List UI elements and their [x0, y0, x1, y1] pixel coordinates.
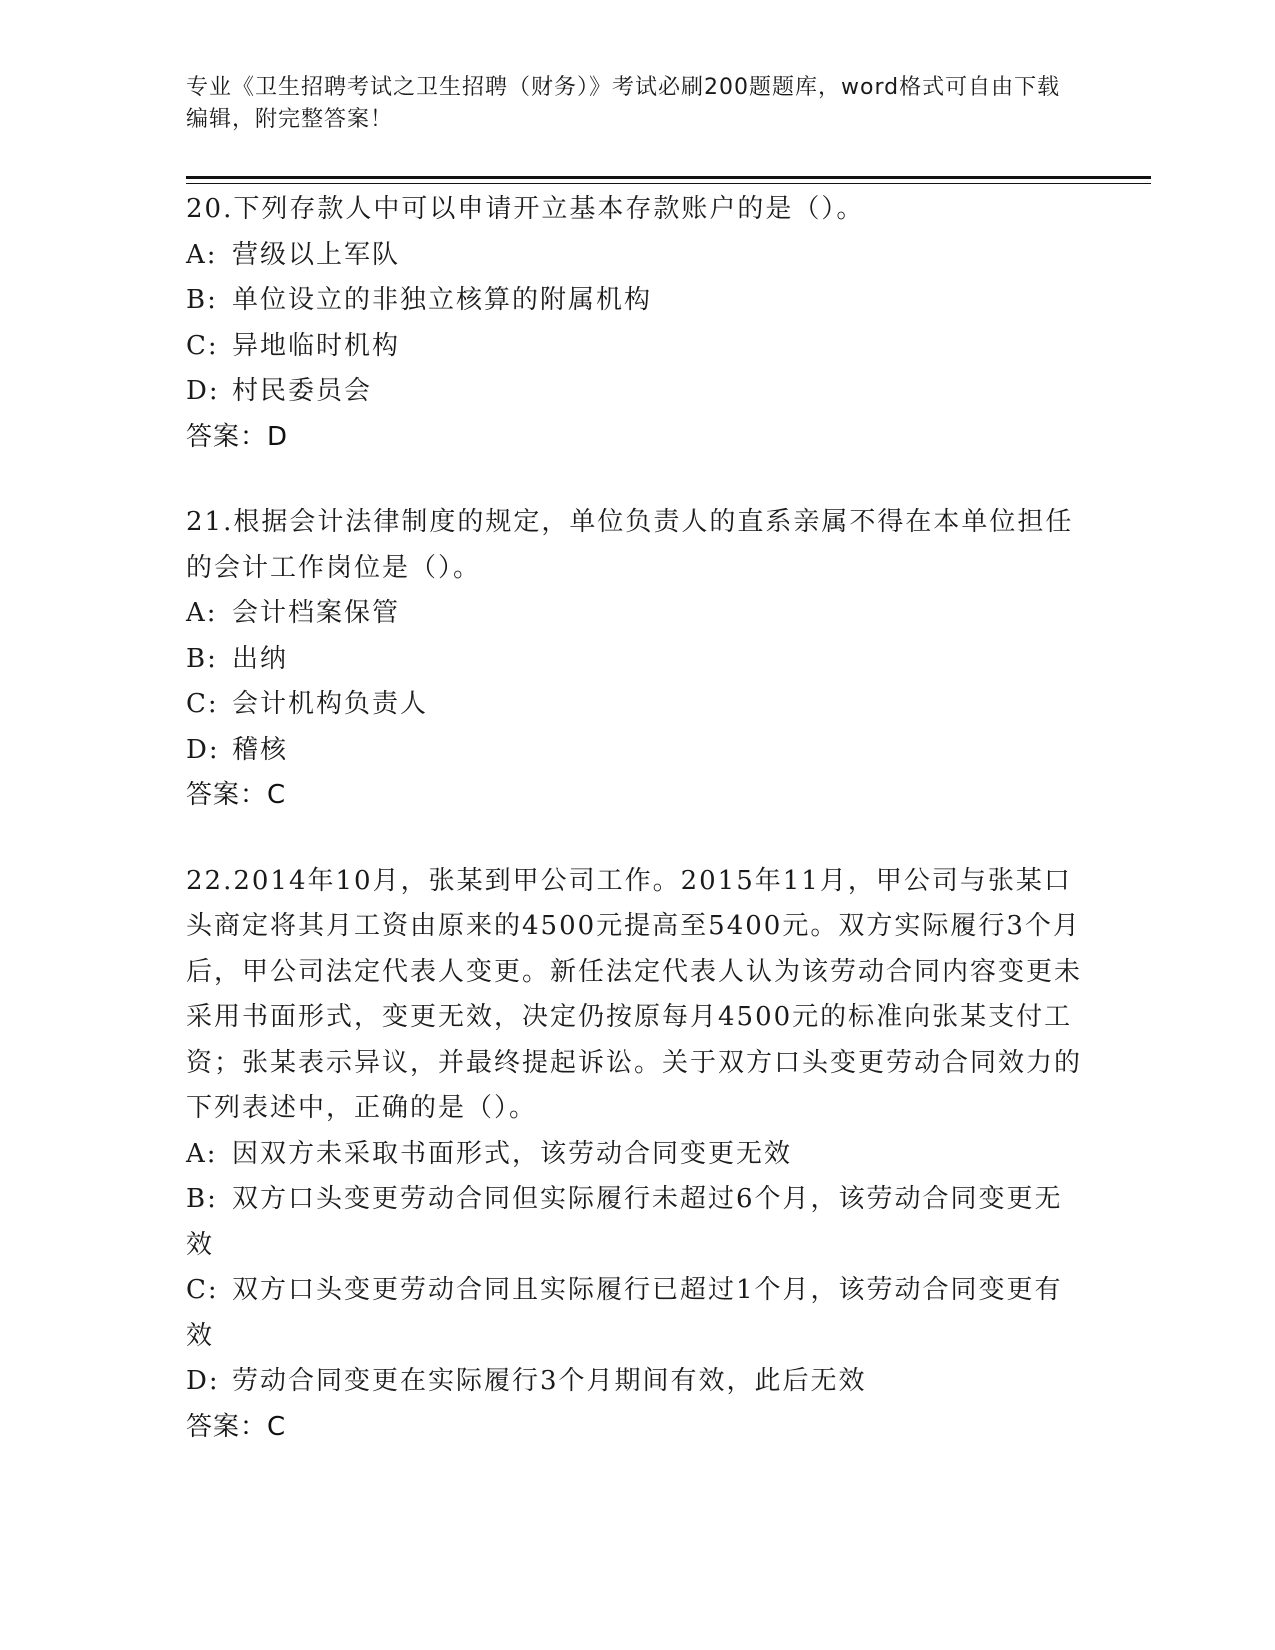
option-text: 出纳 — [232, 643, 289, 674]
question-20 — [186, 187, 1086, 460]
option-key: A: — [186, 239, 218, 270]
option-d — [186, 728, 1086, 774]
option-b — [186, 637, 1086, 683]
option-text: 单位设立的非独立核算的附属机构 — [232, 285, 653, 315]
option-c — [186, 324, 1086, 370]
option-key: A: — [186, 598, 218, 628]
question-stem: 20.下列存款人中可以申请开立基本存款账户的是（）。 — [186, 194, 865, 224]
option-b — [186, 1177, 1086, 1268]
option-c — [186, 682, 1086, 728]
option-a — [186, 1132, 1086, 1178]
option-c — [186, 1268, 1086, 1359]
option-text: 异地临时机构 — [232, 330, 401, 361]
option-key: B: — [186, 285, 218, 315]
question-stem: 21.根据会计法律制度的规定，单位负责人的直系亲属不得在本单位担任的会计工作岗位是（）。 — [186, 507, 1074, 583]
option-key: D: — [186, 734, 220, 765]
option-text: 营级以上军队 — [232, 239, 401, 270]
option-key: B: — [186, 1184, 218, 1214]
option-a — [186, 233, 1086, 279]
option-text: 因双方未采取书面形式，该劳动合同变更无效 — [232, 1138, 793, 1169]
option-key: C: — [186, 1275, 219, 1305]
document-header: 专业《卫生招聘考试之卫生招聘（财务）》考试必刷200题题库，word格式可自由下载编辑，附完整答案！ — [186, 75, 1061, 132]
header-divider-thin — [186, 183, 1151, 184]
option-text: 村民委员会 — [232, 376, 373, 406]
question-stem: 22.2014年10月，张某到甲公司工作。2015年11月，甲公司与张某口头商定将其月工资由原来的4500元提高至5400元。双方实际履行3个月后，甲公司法定代表人变更。新任法定代表人认为该劳动合同内容变更未采用书面形式，变更无效，决定仍按原每月4500元的标准向张某支付工资；张某表示异议，并最终提起诉讼。关于双方口头变更劳动合同效力的下列表述中，正确的是（）。 — [186, 865, 1083, 1123]
header-divider-thick — [186, 176, 1151, 179]
option-b — [186, 278, 1086, 324]
answer-line: 答案：D — [186, 421, 289, 452]
option-text: 双方口头变更劳动合同且实际履行已超过1个月，该劳动合同变更有效 — [186, 1275, 1063, 1351]
option-text: 稽核 — [232, 734, 289, 765]
option-d — [186, 369, 1086, 415]
option-text: 双方口头变更劳动合同但实际履行未超过6个月，该劳动合同变更无效 — [186, 1184, 1063, 1260]
question-list — [186, 187, 1086, 1490]
option-d — [186, 1359, 1086, 1405]
option-text: 劳动合同变更在实际履行3个月期间有效，此后无效 — [232, 1366, 867, 1396]
option-key: D: — [186, 1366, 220, 1396]
answer-line: 答案：C — [186, 780, 287, 810]
question-21 — [186, 500, 1086, 819]
option-key: D: — [186, 376, 220, 406]
option-key: C: — [186, 330, 219, 361]
option-key: B: — [186, 643, 218, 674]
answer-line: 答案：C — [186, 1411, 287, 1442]
option-text: 会计机构负责人 — [232, 689, 429, 719]
option-a — [186, 591, 1086, 637]
option-key: A: — [186, 1138, 218, 1169]
question-22 — [186, 859, 1086, 1451]
option-text: 会计档案保管 — [232, 598, 401, 628]
option-key: C: — [186, 689, 219, 719]
